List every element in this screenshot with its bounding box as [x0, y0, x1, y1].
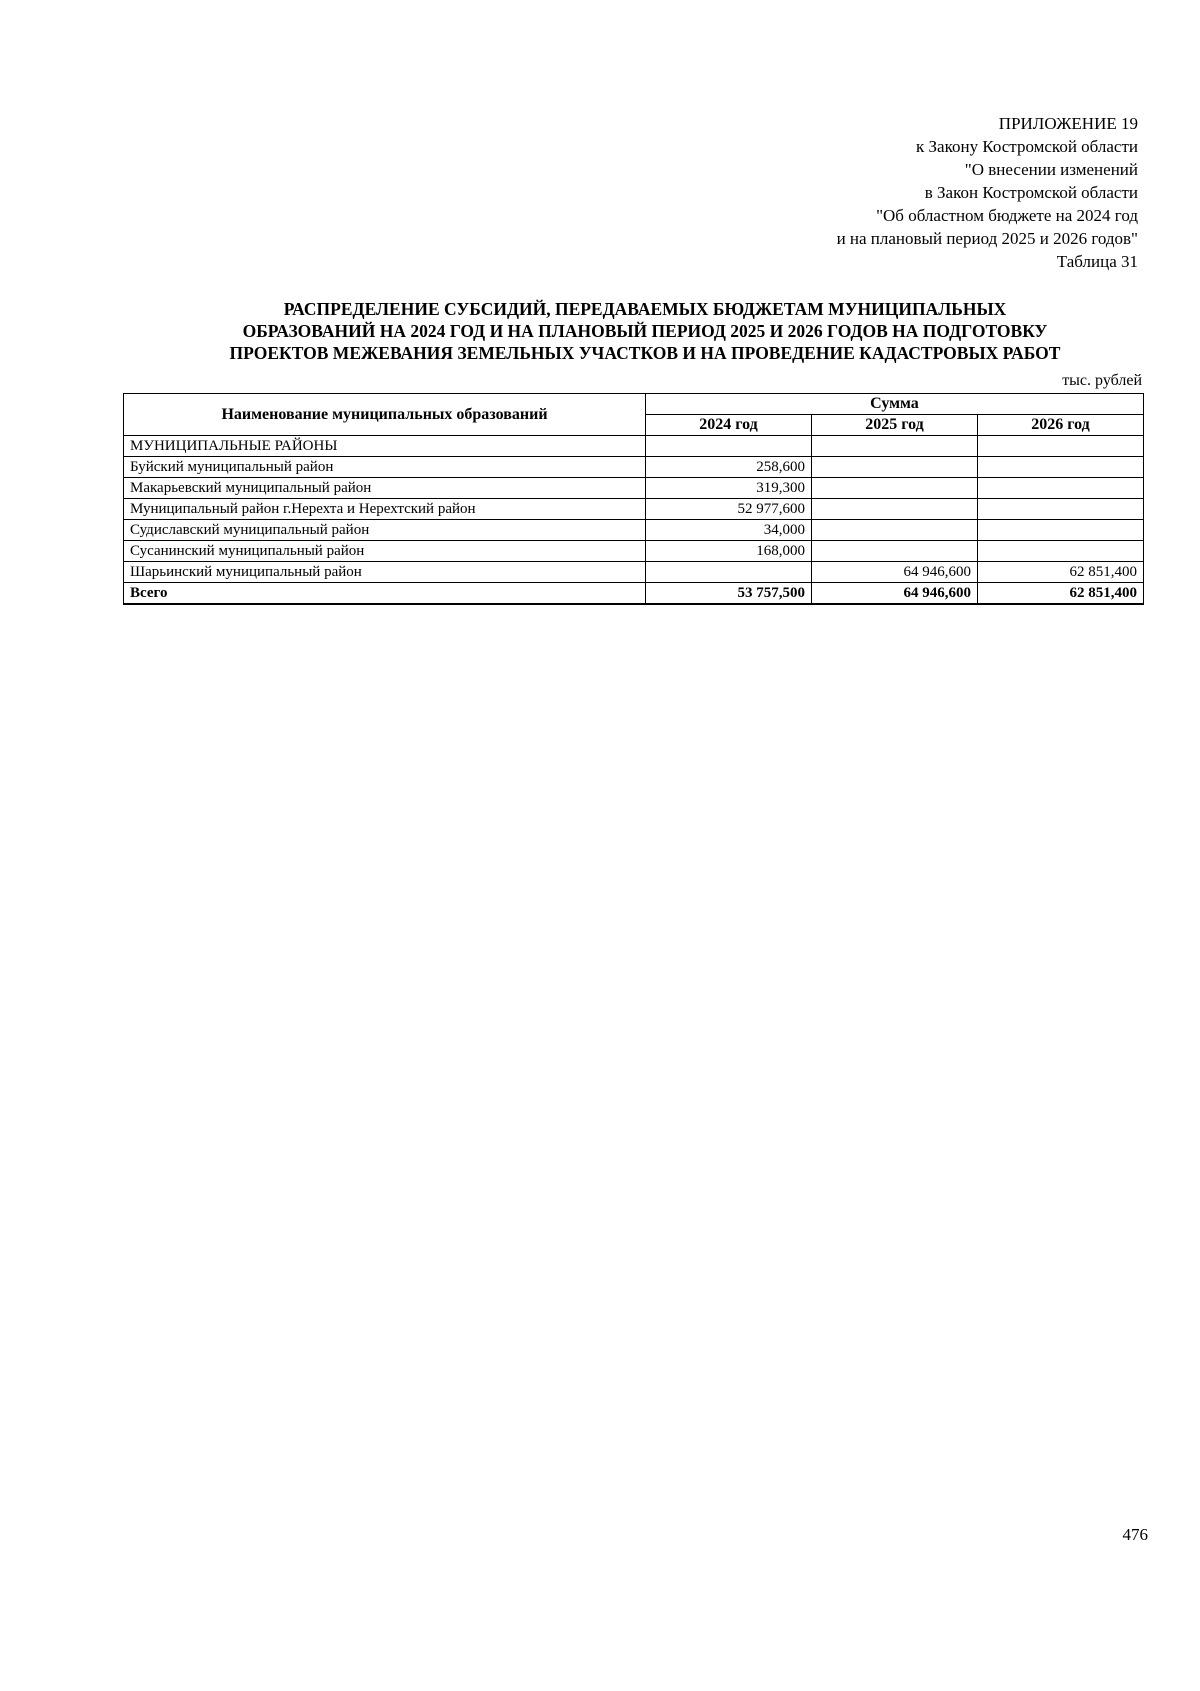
total-label: Всего	[124, 583, 646, 605]
appendix-header	[837, 112, 1138, 273]
table-number: Таблица 31	[1056, 252, 1138, 271]
total-2025: 64 946,600	[812, 583, 978, 605]
table-row	[124, 562, 1144, 583]
value-2026: 62 851,400	[978, 562, 1144, 583]
row-name: Шарьинский муниципальный район	[124, 562, 646, 583]
row-name: Судиславский муниципальный район	[124, 520, 646, 541]
subsidy-table	[123, 393, 1144, 605]
appendix-law-line: к Закону Костромской области	[916, 137, 1138, 156]
row-name: МУНИЦИПАЛЬНЫЕ РАЙОНЫ	[124, 436, 646, 457]
table-header-row	[124, 394, 1144, 415]
page-number: 476	[1122, 1525, 1148, 1544]
total-2024: 53 757,500	[646, 583, 812, 605]
total-row	[124, 583, 1144, 605]
name-column-header: Наименование муниципальных образований	[124, 394, 646, 436]
table-row	[124, 457, 1144, 478]
value-2025	[812, 457, 978, 478]
document-title	[90, 298, 1200, 364]
value-2026	[978, 499, 1144, 520]
value-2024: 34,000	[646, 520, 812, 541]
sum-column-header: Сумма	[646, 394, 1144, 415]
appendix-law-title-line-3: "Об областном бюджете на 2024 год	[876, 206, 1138, 225]
table-row	[124, 478, 1144, 499]
row-name: Буйский муниципальный район	[124, 457, 646, 478]
year-header-2025: 2025 год	[812, 415, 978, 436]
appendix-law-title-line-2: в Закон Костромской области	[924, 183, 1138, 202]
value-2024	[646, 436, 812, 457]
appendix-law-title-line-4: и на плановый период 2025 и 2026 годов"	[836, 229, 1138, 248]
unit-label: тыс. рублей	[1062, 372, 1142, 389]
value-2025	[812, 520, 978, 541]
row-name: Муниципальный район г.Нерехта и Нерехтский район	[124, 499, 646, 520]
value-2024: 258,600	[646, 457, 812, 478]
value-2024: 168,000	[646, 541, 812, 562]
value-2025: 64 946,600	[812, 562, 978, 583]
table-row	[124, 436, 1144, 457]
value-2024: 52 977,600	[646, 499, 812, 520]
value-2026	[978, 541, 1144, 562]
total-2026: 62 851,400	[978, 583, 1144, 605]
appendix-number: ПРИЛОЖЕНИЕ 19	[998, 114, 1138, 133]
value-2025	[812, 478, 978, 499]
title-line-2: ОБРАЗОВАНИЙ НА 2024 ГОД И НА ПЛАНОВЫЙ ПЕРИОД 2025 И 2026 ГОДОВ НА ПОДГОТОВКУ	[242, 321, 1048, 341]
row-name: Макарьевский муниципальный район	[124, 478, 646, 499]
year-header-2024: 2024 год	[646, 415, 812, 436]
value-2024: 319,300	[646, 478, 812, 499]
year-header-2026: 2026 год	[978, 415, 1144, 436]
value-2025	[812, 541, 978, 562]
value-2026	[978, 457, 1144, 478]
value-2026	[978, 520, 1144, 541]
table-row	[124, 541, 1144, 562]
value-2026	[978, 478, 1144, 499]
table-row	[124, 499, 1144, 520]
value-2025	[812, 499, 978, 520]
table-row	[124, 520, 1144, 541]
value-2024	[646, 562, 812, 583]
appendix-law-title-line-1: "О внесении изменений	[964, 160, 1138, 179]
value-2026	[978, 436, 1144, 457]
title-line-1: РАСПРЕДЕЛЕНИЕ СУБСИДИЙ, ПЕРЕДАВАЕМЫХ БЮДЖЕТАМ МУНИЦИПАЛЬНЫХ	[283, 299, 1007, 319]
title-line-3: ПРОЕКТОВ МЕЖЕВАНИЯ ЗЕМЕЛЬНЫХ УЧАСТКОВ И НА ПРОВЕДЕНИЕ КАДАСТРОВЫХ РАБОТ	[229, 343, 1061, 363]
value-2025	[812, 436, 978, 457]
row-name: Сусанинский муниципальный район	[124, 541, 646, 562]
